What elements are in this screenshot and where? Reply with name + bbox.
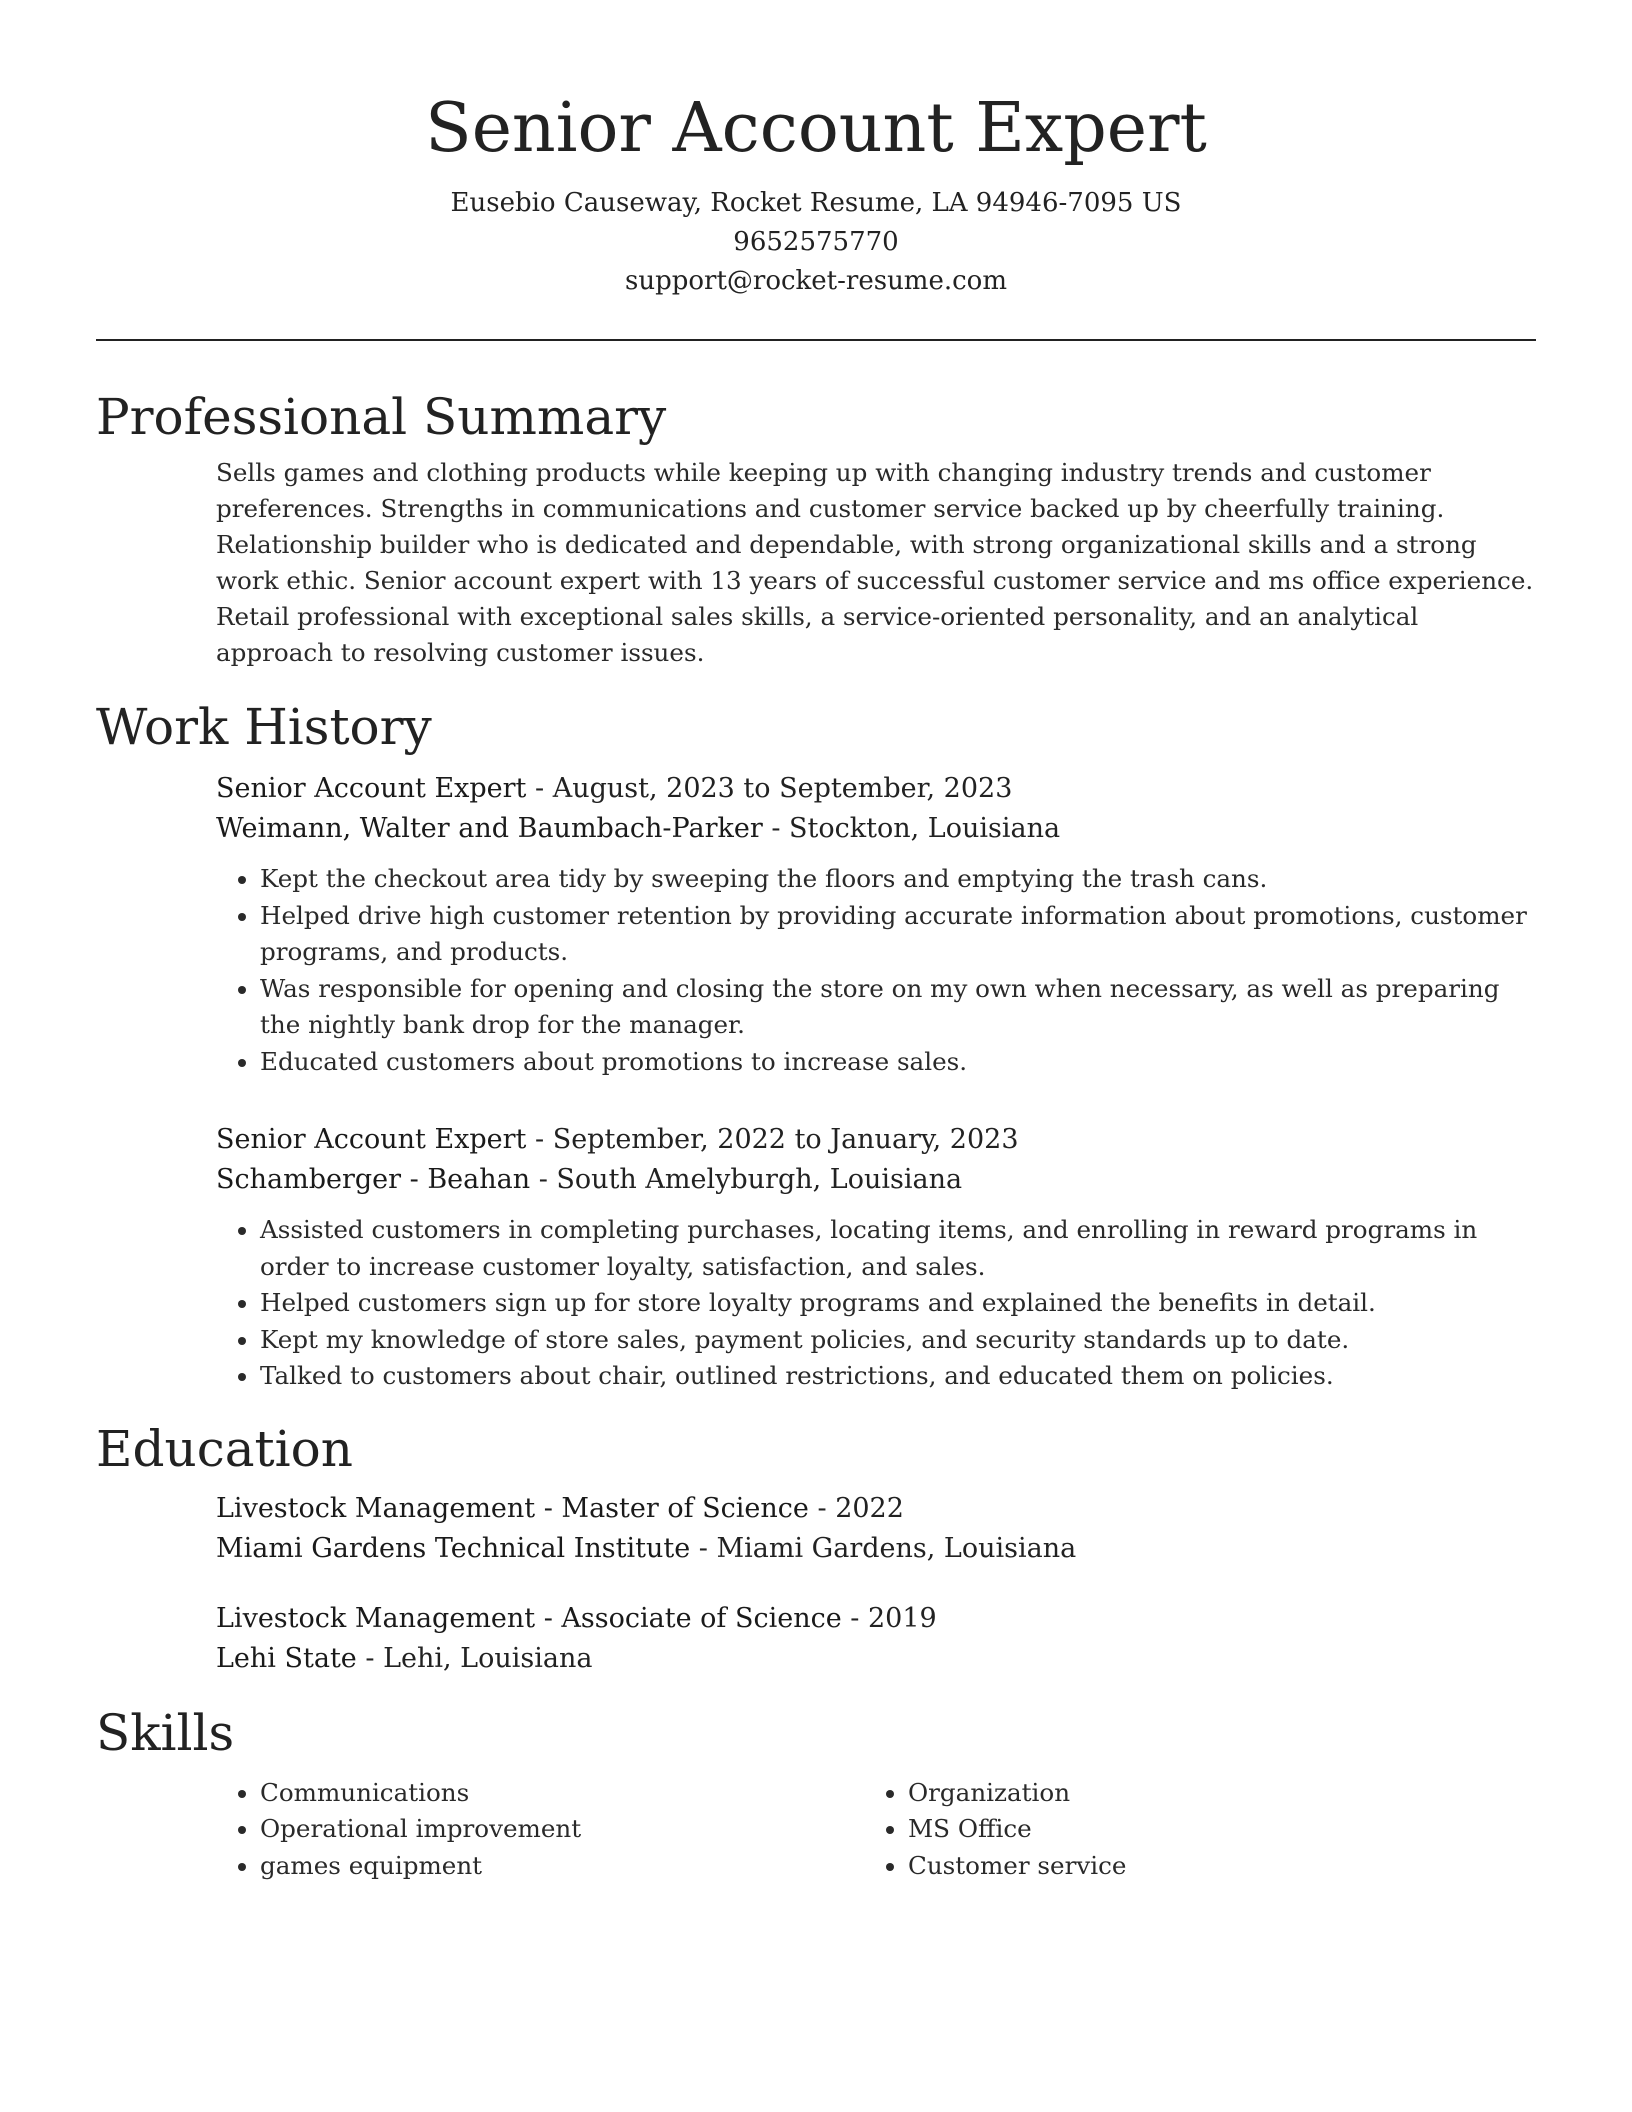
education-section bbox=[96, 1417, 1536, 1679]
skills-grid bbox=[216, 1775, 1536, 1885]
skill-item: • Customer service bbox=[908, 1848, 1512, 1885]
job-location: - Stockton, Louisiana bbox=[762, 813, 1061, 844]
job-company-line bbox=[216, 1160, 1536, 1200]
resume-header bbox=[96, 0, 1536, 301]
skills-list bbox=[216, 1775, 864, 1885]
graduation-year: - 2022 bbox=[808, 1492, 904, 1524]
job-position: Senior Account Expert bbox=[216, 1124, 527, 1155]
job-duties-list bbox=[216, 861, 1536, 1080]
contact-phone: 9652575770 bbox=[733, 227, 899, 257]
job-title-line bbox=[216, 1120, 1536, 1160]
contact-info bbox=[96, 184, 1536, 301]
candidate-title: Senior Account Expert bbox=[425, 89, 1207, 168]
job-title-line bbox=[216, 769, 1536, 809]
list-item: • Helped customers sign up for store loyalty programs and explained the benefits in detail. bbox=[260, 1285, 1536, 1322]
list-item: • Kept the checkout area tidy by sweeping the floors and emptying the trash cans. bbox=[260, 861, 1536, 898]
skills-column-right bbox=[864, 1775, 1512, 1885]
skill-item: • games equipment bbox=[260, 1848, 864, 1885]
job-position: Senior Account Expert bbox=[216, 773, 527, 804]
job-duties-list bbox=[216, 1212, 1536, 1395]
header-divider bbox=[96, 339, 1536, 341]
school-location: - Lehi, Louisiana bbox=[356, 1642, 593, 1674]
list-item: • Helped drive high customer retention by providing accurate information about promotions, customer programs, and products. bbox=[260, 898, 1536, 971]
job-dates: - August, 2023 to September, 2023 bbox=[526, 773, 1013, 804]
school-name: Lehi State bbox=[216, 1642, 357, 1674]
contact-email: support@rocket-resume.com bbox=[624, 266, 1007, 296]
school-line bbox=[216, 1639, 1536, 1679]
skills-list bbox=[864, 1775, 1512, 1885]
skill-item: • MS Office bbox=[908, 1811, 1512, 1848]
work-history-heading: Work History bbox=[96, 698, 432, 756]
job-company: Weimann, Walter and Baumbach-Parker bbox=[216, 813, 763, 844]
list-item: • Kept my knowledge of store sales, payment policies, and security standards up to date. bbox=[260, 1322, 1536, 1359]
school-name: Miami Gardens Technical Institute bbox=[216, 1532, 691, 1564]
job-company-line bbox=[216, 809, 1536, 849]
summary-section bbox=[96, 385, 1536, 671]
list-item: • Educated customers about promotions to increase sales. bbox=[260, 1044, 1536, 1081]
degree: Livestock Management - Master of Science bbox=[216, 1492, 809, 1524]
graduation-year: - 2019 bbox=[841, 1602, 937, 1634]
resume-page bbox=[96, 0, 1536, 1884]
education-heading: Education bbox=[96, 1419, 353, 1478]
skill-item: • Organization bbox=[908, 1775, 1512, 1812]
degree-line bbox=[216, 1489, 1536, 1529]
skills-section bbox=[96, 1701, 1536, 1885]
work-history-section bbox=[96, 695, 1536, 1395]
job-company: Schamberger - Beahan bbox=[216, 1164, 531, 1195]
job-location: - South Amelyburgh, Louisiana bbox=[530, 1164, 963, 1195]
school-location: - Miami Gardens, Louisiana bbox=[690, 1532, 1077, 1564]
skill-item: • Communications bbox=[260, 1775, 864, 1812]
job-entry bbox=[216, 1120, 1536, 1395]
summary-text: Sells games and clothing products while keeping up with changing industry trends and customer preferences. Strengths in communications and customer service backed up by cheerfully training. Relationship builder who is dedicated and dependable, with strong organizational skills and a strong work ethic. Senior account expert with 13 years of successful customer service and ms office experience. Retail professional with exceptional sales skills, a service-oriented personality, and an analytical approach to resolving customer issues. bbox=[216, 458, 1534, 667]
contact-address: Eusebio Causeway, Rocket Resume, LA 94946-7095 US bbox=[450, 188, 1182, 218]
job-dates: - September, 2022 to January, 2023 bbox=[526, 1124, 1019, 1155]
summary-heading: Professional Summary bbox=[96, 388, 667, 446]
list-item: • Talked to customers about chair, outlined restrictions, and educated them on policies. bbox=[260, 1358, 1536, 1395]
job-entry bbox=[216, 769, 1536, 1080]
education-entry bbox=[216, 1599, 1536, 1679]
degree-line bbox=[216, 1599, 1536, 1639]
degree: Livestock Management - Associate of Science bbox=[216, 1602, 842, 1634]
skill-item: • Operational improvement bbox=[260, 1811, 864, 1848]
school-line bbox=[216, 1529, 1536, 1569]
skills-heading: Skills bbox=[96, 1703, 235, 1762]
education-entry bbox=[216, 1489, 1536, 1569]
list-item: • Was responsible for opening and closing the store on my own when necessary, as well as preparing the nightly bank drop for the manager. bbox=[260, 971, 1536, 1044]
list-item: • Assisted customers in completing purchases, locating items, and enrolling in reward programs in order to increase customer loyalty, satisfaction, and sales. bbox=[260, 1212, 1536, 1285]
skills-column-left bbox=[216, 1775, 864, 1885]
